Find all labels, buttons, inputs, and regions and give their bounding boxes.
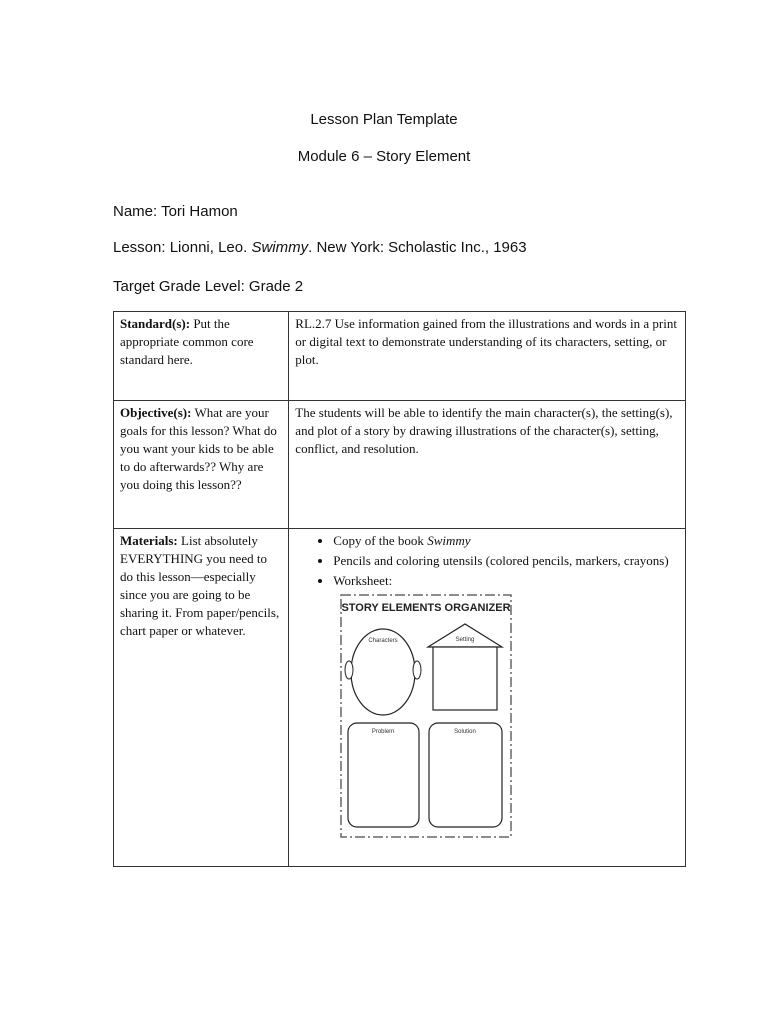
materials-label-cell bbox=[114, 529, 289, 867]
standards-row bbox=[114, 312, 686, 401]
lesson-book-title: Swimmy bbox=[251, 239, 309, 256]
lesson-suffix: . New York: Scholastic Inc., 1963 bbox=[308, 239, 527, 256]
materials-item-book-title: Swimmy bbox=[427, 533, 471, 548]
materials-label: Materials: bbox=[120, 533, 178, 548]
objectives-label: Objective(s): bbox=[120, 405, 192, 420]
lesson-plan-table bbox=[113, 311, 686, 867]
worksheet-title: STORY ELEMENTS ORGANIZER bbox=[341, 602, 511, 614]
right-ear-icon bbox=[413, 661, 421, 679]
standards-prompt: Put the appropriate common core standard here. bbox=[120, 316, 254, 367]
materials-prompt: List absolutely EVERYTHING you need to do this lesson—especially since you are going to be sharing it. From paper/pencils, chart paper or whatever. bbox=[120, 533, 280, 638]
worksheet-problem-label: Problem bbox=[372, 729, 395, 735]
lesson-citation bbox=[113, 239, 527, 256]
standards-answer: RL.2.7 Use information gained from the illustrations and words in a print or digital text to demonstrate understanding of its characters, setting, or plot. bbox=[289, 312, 686, 401]
materials-list-cell bbox=[289, 529, 686, 867]
worksheet-solution-label: Solution bbox=[454, 729, 477, 735]
objectives-row bbox=[114, 401, 686, 529]
left-ear-icon bbox=[345, 661, 353, 679]
standards-label: Standard(s): bbox=[120, 316, 191, 331]
worksheet-characters-label: Characters bbox=[368, 638, 398, 644]
target-grade: Target Grade Level: Grade 2 bbox=[113, 278, 304, 295]
solution-box bbox=[429, 723, 502, 827]
materials-item-worksheet: • Worksheet: bbox=[333, 572, 679, 590]
objectives-label-cell bbox=[114, 401, 289, 529]
materials-item-coloring: • Pencils and coloring utensils (colored pencils, markers, crayons) bbox=[333, 552, 679, 570]
student-name: Name: Tori Hamon bbox=[113, 203, 238, 220]
objectives-answer: The students will be able to identify the main character(s), the setting(s), and plot of a story by drawing illustrations of the character(s), setting, conflict, and resolution. bbox=[289, 401, 686, 529]
document-title: Lesson Plan Template bbox=[310, 111, 458, 128]
materials-row bbox=[114, 529, 686, 867]
problem-box bbox=[348, 723, 419, 827]
lesson-prefix: Lesson: Lionni, Leo. bbox=[113, 239, 252, 256]
module-heading: Module 6 – Story Element bbox=[297, 148, 471, 165]
story-elements-worksheet-image bbox=[340, 594, 512, 838]
objectives-prompt: What are your goals for this lesson? What do you want your kids to be able to do afterwards?? Why are you doing this lesson?? bbox=[120, 405, 277, 492]
worksheet-setting-label: Setting bbox=[455, 637, 475, 643]
materials-item-book-prefix: Copy of the book bbox=[333, 533, 428, 548]
house-body-icon bbox=[433, 647, 497, 710]
standards-label-cell bbox=[114, 312, 289, 401]
materials-list bbox=[295, 532, 679, 590]
materials-item-book bbox=[333, 532, 679, 550]
